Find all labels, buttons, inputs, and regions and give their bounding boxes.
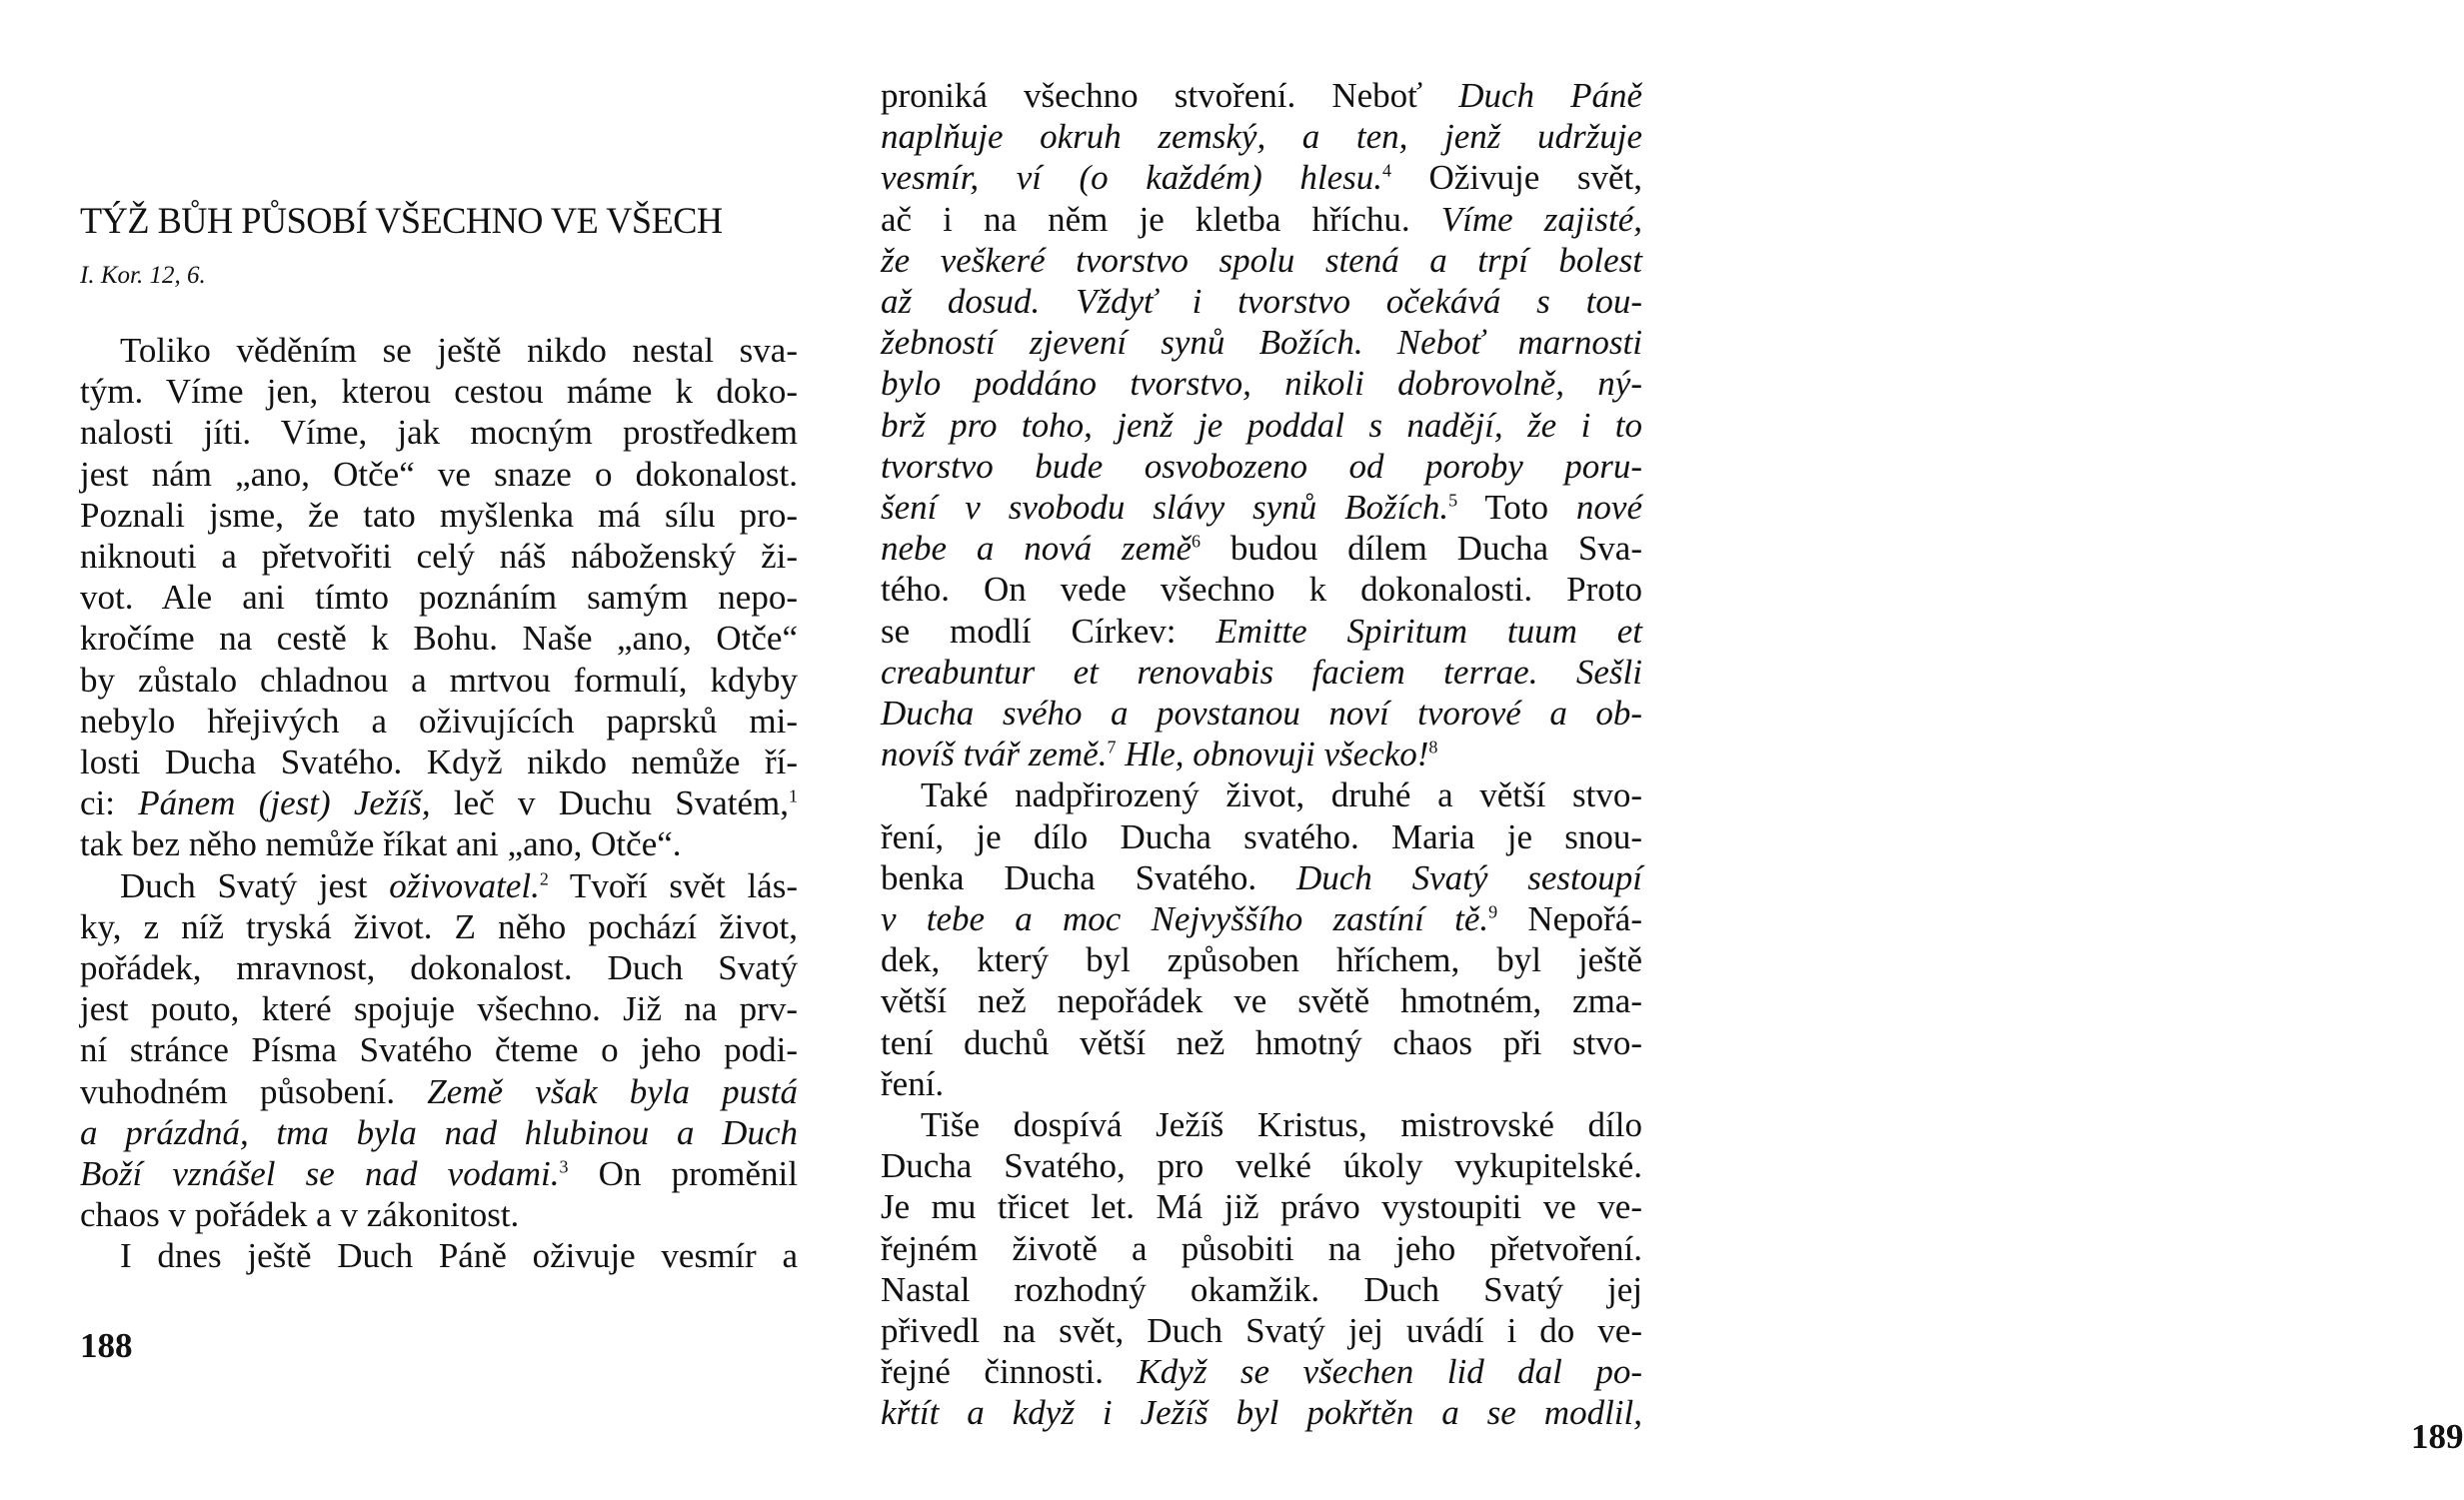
footnote-marker: 2 xyxy=(539,867,549,888)
text-segment: chaos v pořádek a v zákonitost. xyxy=(80,1195,520,1235)
footnote-marker: 3 xyxy=(559,1156,569,1177)
footnote-marker: 9 xyxy=(1488,901,1498,922)
right-page xyxy=(836,0,2464,1500)
text-segment: přivedl na svět, Duch Svatý jej uvádí i do ve- xyxy=(881,1311,1642,1350)
text-line xyxy=(120,1232,798,1280)
text-segment: Tiše dospívá Ježíš Kristus, mistrovské dílo xyxy=(921,1105,1642,1144)
text-segment: Duch Svatý jest xyxy=(120,865,390,905)
text-segment: jest pouto, které spojuje všechno. Již na prv- xyxy=(80,989,798,1029)
text-segment: Také nadpřirozený život, druhé a větší stvo- xyxy=(921,775,1642,815)
chapter-title: TÝŽ BŮH PŮSOBÍ VŠECHNO VE VŠECH xyxy=(80,201,723,242)
text-segment: Ducha Svatého, pro velké úkoly vykupitelské. xyxy=(881,1146,1642,1186)
text-segment: jest nám „ano, Otče“ ve snaze o dokonalost. xyxy=(80,454,798,494)
text-segment: On proměnil xyxy=(568,1154,799,1193)
text-segment: proniká všechno stvoření. Neboť xyxy=(881,76,1459,115)
text-segment: brž pro toho, jenž je poddal s nadějí, že i to xyxy=(881,405,1642,445)
text-segment: vot. Ale ani tímto poznáním samým nepo- xyxy=(80,578,798,618)
text-segment: kročíme na cestě k Bohu. Naše „ano, Otče“ xyxy=(80,619,798,659)
text-segment: Nastal rozhodný okamžik. Duch Svatý jej xyxy=(881,1269,1642,1309)
text-segment: Země však byla pustá xyxy=(427,1071,799,1111)
text-segment: ření. xyxy=(881,1063,945,1103)
text-segment: žebností zjevení synů Božích. Neboť marnosti xyxy=(881,323,1642,363)
text-segment: Pánem (jest) Ježíš, xyxy=(138,783,431,823)
text-segment: dek, který byl způsoben hříchem, byl ještě xyxy=(881,940,1642,980)
scripture-reference: I. Kor. 12, 6. xyxy=(80,262,206,289)
footnote-marker: 6 xyxy=(1192,531,1202,552)
text-segment: bylo poddáno tvorstvo, nikoli dobrovolně, ný- xyxy=(881,364,1642,404)
text-segment: křtít a když i Ježíš byl pokřtěn a se modlil, xyxy=(881,1393,1642,1433)
text-segment: Oživuje svět, xyxy=(1390,158,1642,198)
text-segment: Toto xyxy=(1457,488,1576,527)
text-segment: niknouti a přetvořiti celý náš náboženský ži- xyxy=(80,537,798,576)
text-segment: až dosud. Vždyť i tvorstvo očekává s tou- xyxy=(881,282,1642,321)
footnote-marker: 1 xyxy=(789,785,799,806)
text-segment: nebe a nová země xyxy=(881,529,1193,569)
text-segment: I dnes ještě Duch Páně oživuje vesmír a xyxy=(120,1236,798,1276)
text-segment: tvorstvo bude osvobozeno od poroby poru- xyxy=(881,446,1642,486)
text-segment: ky, z níž tryská život. Z něho pochází život, xyxy=(80,906,798,946)
text-segment: Poznali jsme, že tato myšlenka má sílu pro- xyxy=(80,495,798,535)
left-page xyxy=(0,0,836,1500)
page-number-right: 189 xyxy=(2411,1417,2464,1456)
text-segment: naplňuje okruh zemský, a ten, jenž udržuje xyxy=(881,117,1642,157)
text-segment: leč v Duchu Svatém, xyxy=(430,783,790,823)
text-segment: nebylo hřejivých a oživujících paprsků mi- xyxy=(80,701,798,741)
text-segment: tak bez něho nemůže říkat ani „ano, Otče“. xyxy=(80,824,682,864)
footnote-marker: 8 xyxy=(1428,737,1438,757)
footnote-marker: 5 xyxy=(1448,490,1458,511)
text-segment: nové xyxy=(1575,488,1642,527)
text-segment: že veškeré tvorstvo spolu stená a trpí bolest xyxy=(881,240,1642,280)
text-segment: a prázdná, tma byla nad hlubinou a Duch xyxy=(80,1112,798,1152)
text-segment: Toliko věděním se ještě nikdo nestal sva- xyxy=(120,331,798,370)
text-segment: budou dílem Ducha Sva- xyxy=(1201,529,1642,569)
text-segment: se modlí Církev: xyxy=(881,611,1217,651)
text-segment: větší než nepořádek ve světě hmotném, zma- xyxy=(881,981,1642,1021)
text-segment: benka Ducha Svatého. xyxy=(881,857,1296,897)
text-segment: tého. On vede všechno k dokonalosti. Proto xyxy=(881,570,1642,610)
text-segment: Duch Páně xyxy=(1458,76,1642,115)
page-number-left: 188 xyxy=(80,1326,133,1365)
text-segment: tým. Víme jen, kterou cestou máme k doko- xyxy=(80,372,798,412)
text-segment: creabuntur et renovabis faciem terrae. Sešli xyxy=(881,652,1642,692)
text-segment: Víme zajisté, xyxy=(1440,199,1642,239)
text-segment: šení v svobodu slávy synů Božích. xyxy=(881,488,1449,527)
text-segment: ač i na něm je kletba hříchu. xyxy=(881,199,1441,239)
text-segment: losti Ducha Svatého. Když nikdo nemůže ří- xyxy=(80,743,798,781)
text-segment: Je mu třicet let. Má již právo vystoupiti ve ve- xyxy=(881,1187,1642,1227)
text-segment: Duch Svatý sestoupí xyxy=(1295,857,1642,897)
text-segment: řejné činnosti. xyxy=(881,1352,1138,1392)
text-segment: novíš tvář země. xyxy=(881,735,1108,774)
text-segment: ření, je dílo Ducha svatého. Maria je snou- xyxy=(881,816,1642,856)
text-segment: by zůstalo chladnou a mrtvou formulí, kdyby xyxy=(80,660,798,700)
text-segment: pořádek, mravnost, dokonalost. Duch Svatý xyxy=(80,948,798,987)
text-segment: řejném životě a působiti na jeho přetvoření. xyxy=(881,1228,1642,1268)
text-segment: Tvoří svět lás- xyxy=(548,865,798,905)
text-line xyxy=(881,1389,1642,1437)
text-segment: oživovatel. xyxy=(389,865,540,905)
text-segment: Emitte Spiritum tuum et xyxy=(1216,611,1642,651)
text-segment: Ducha svého a povstanou noví tvorové a ob- xyxy=(881,694,1642,733)
text-segment: Nepořá- xyxy=(1497,899,1642,938)
text-segment: nalosti jíti. Víme, jak mocným prostředkem xyxy=(80,413,798,453)
footnote-marker: 7 xyxy=(1107,737,1117,757)
text-segment: vuhodném působení. xyxy=(80,1071,428,1111)
text-segment: Hle, obnovuji všecko! xyxy=(1116,735,1429,774)
text-segment: tení duchů větší než hmotný chaos při stvo- xyxy=(881,1022,1642,1062)
text-segment: Boží vznášel se nad vodami. xyxy=(80,1154,560,1193)
text-segment: ci: xyxy=(80,783,139,823)
footnote-marker: 4 xyxy=(1381,160,1391,181)
text-segment: Když se všechen lid dal po- xyxy=(1137,1352,1642,1392)
text-segment: v tebe a moc Nejvyššího zastíní tě. xyxy=(881,899,1489,938)
text-segment: ní stránce Písma Svatého čteme o jeho podi- xyxy=(80,1030,798,1070)
text-segment: vesmír, ví (o každém) hlesu. xyxy=(881,158,1382,198)
